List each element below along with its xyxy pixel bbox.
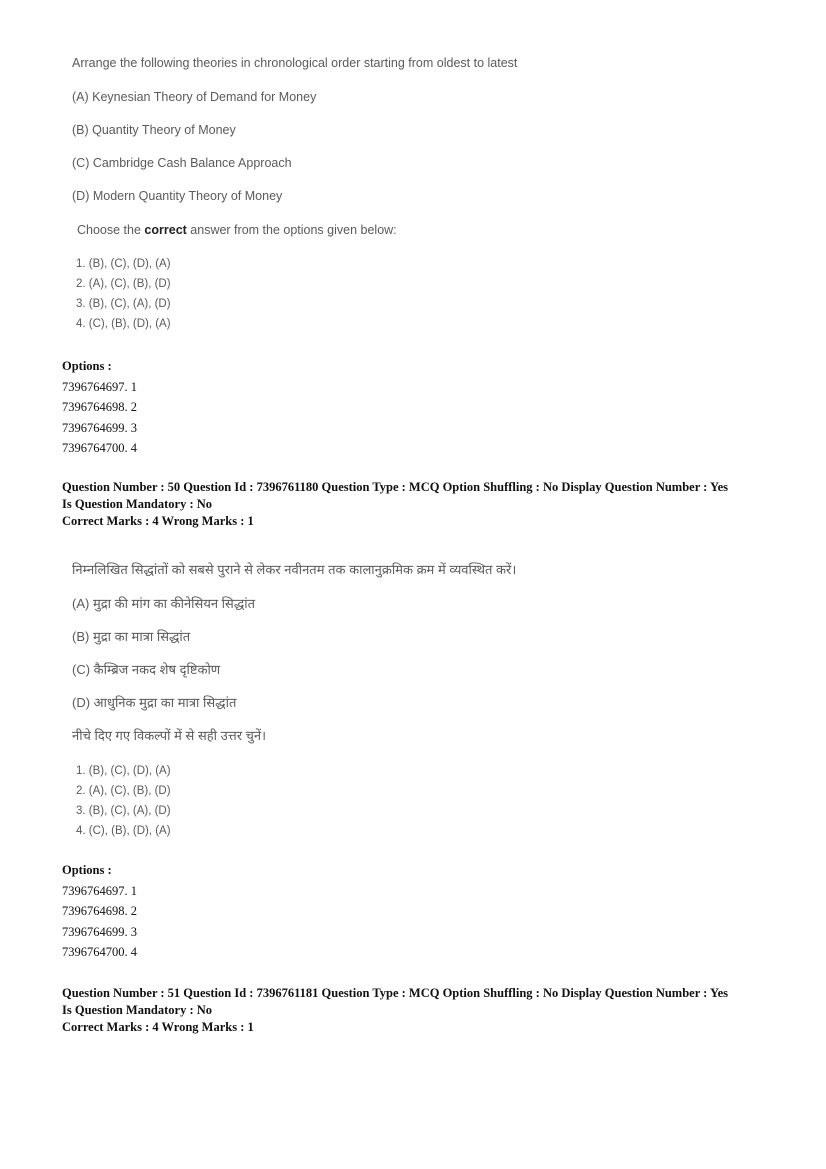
q49-answer-3: 3. (B), (C), (A), (D) <box>76 298 171 310</box>
q50-option-1: 7396764697. 1 <box>62 884 137 898</box>
q49-answer-2: 2. (A), (C), (B), (D) <box>76 278 171 290</box>
q49-option-4: 7396764700. 4 <box>62 440 137 455</box>
q50-meta-line-2: Is Question Mandatory : No <box>62 497 213 511</box>
q50-instruction: निम्नलिखित सिद्धांतों को सबसे पुराने से लेकर नवीनतम तक कालानुक्रमिक क्रम में व्यवस्थित करें। <box>72 562 517 577</box>
q49-item-c: (C) Cambridge Cash Balance Approach <box>72 156 292 170</box>
q50-item-d: (D) आधुनिक मुद्रा का मात्रा सिद्धांत <box>72 695 237 710</box>
q49-answer-1: 1. (B), (C), (D), (A) <box>76 258 171 270</box>
q50-answer-list <box>76 761 171 841</box>
q51-meta-line-1: Question Number : 51 Question Id : 7396761181 Question Type : MCQ Option Shuffling : No Display Question Number : Yes <box>62 986 729 1000</box>
q50-options-list <box>62 881 137 962</box>
q50-answer-2: 2. (A), (C), (B), (D) <box>76 785 171 797</box>
q50-choose-instruction: नीचे दिए गए विकल्पों में से सही उत्तर चुनें। <box>72 728 267 743</box>
q50-options-label: Options : <box>62 863 112 877</box>
q50-item-b: (B) मुद्रा का मात्रा सिद्धांत <box>72 629 191 644</box>
q50-meta-line-1: Question Number : 50 Question Id : 7396761180 Question Type : MCQ Option Shuffling : No Display Question Number : Yes <box>62 480 729 494</box>
q50-item-a: (A) मुद्रा की मांग का कीनेसियन सिद्धांत <box>72 596 256 611</box>
q50-answer-3: 3. (B), (C), (A), (D) <box>76 805 171 817</box>
q49-item-d: (D) Modern Quantity Theory of Money <box>72 189 283 203</box>
q49-item-a: (A) Keynesian Theory of Demand for Money <box>72 90 317 104</box>
q51-meta <box>62 985 728 1036</box>
q50-option-3: 7396764699. 3 <box>62 924 137 939</box>
q50-meta-line-3: Correct Marks : 4 Wrong Marks : 1 <box>62 514 254 528</box>
q49-option-1: 7396764697. 1 <box>62 380 137 394</box>
q49-choose-instruction: Choose the correct answer from the options given below: <box>77 223 397 237</box>
q49-option-3: 7396764699. 3 <box>62 420 137 435</box>
q51-meta-line-2: Is Question Mandatory : No <box>62 1003 213 1017</box>
q51-meta-line-3: Correct Marks : 4 Wrong Marks : 1 <box>62 1020 254 1034</box>
q50-answer-1: 1. (B), (C), (D), (A) <box>76 765 171 777</box>
q50-option-4: 7396764700. 4 <box>62 944 137 959</box>
q50-option-2: 7396764698. 2 <box>62 904 137 919</box>
q49-instruction: Arrange the following theories in chronological order starting from oldest to latest <box>72 56 518 70</box>
q49-answer-4: 4. (C), (B), (D), (A) <box>76 318 171 330</box>
q49-option-2: 7396764698. 2 <box>62 400 137 415</box>
question-50-image <box>72 0 772 850</box>
q50-item-c: (C) कैम्ब्रिज नकद शेष दृष्टिकोण <box>72 662 221 677</box>
q50-answer-4: 4. (C), (B), (D), (A) <box>76 825 171 837</box>
q49-item-b: (B) Quantity Theory of Money <box>72 123 236 137</box>
q49-options-label: Options : <box>62 359 112 373</box>
